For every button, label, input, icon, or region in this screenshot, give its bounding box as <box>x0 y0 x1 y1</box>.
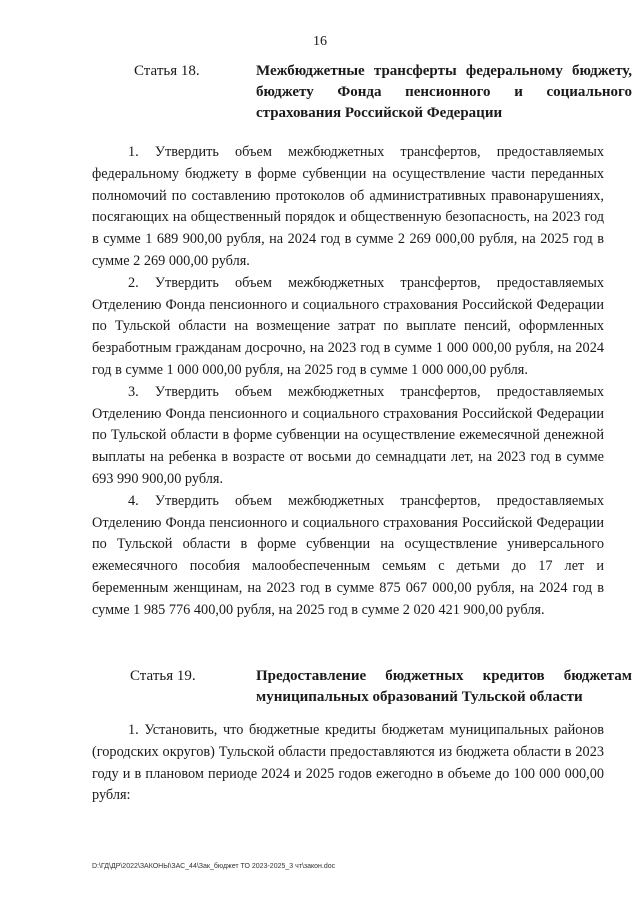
page-number: 16 <box>313 34 327 49</box>
article-18-paragraph-4: 4. Утвердить объем межбюджетных трансфертов, предоставляемых Отделению Фонда пенсионного и социального страхования Российской Федерации по Тульской области в форме субвенции на осуществление универсального ежемесячного пособия малообеспеченным семьям с детьми до 17 лет и беременным женщинам, на 2023 год в сумме 875 067 000,00 рубля, на 2024 год в сумме 1 985 776 400,00 рубля, на 2025 год в сумме 2 020 421 900,00 рубля. <box>92 492 604 618</box>
article-19-label: Статья 19. <box>130 668 196 684</box>
footer-file-path: D:\ГД\ДР\2022\ЗАКОНЫ\ЗАС_44\Зак_бюджет ТО 2023-2025_3 чт\закон.doc <box>92 863 336 870</box>
article-19-heading <box>92 666 632 708</box>
article-19-title: Предоставление бюджетных кредитов бюджетам муниципальных образований Тульской области <box>256 668 632 705</box>
article-19-paragraph-1: 1. Установить, что бюджетные кредиты бюджетам муниципальных районов (городских округов) Тульской области предоставляются из бюджета области в 2023 году и в плановом периоде 2024 и 2025 годов ежегодно в объеме до 100 000 000,00 рубля: <box>92 722 604 804</box>
article-18-paragraph-3: 3. Утвердить объем межбюджетных трансфертов, предоставляемых Отделению Фонда пенсионного и социального страхования Российской Федерации по Тульской области в форме субвенции на осуществление ежемесячной денежной выплаты на ребенка в возрасте от восьми до семнадцати лет, на 2023 год в сумме 693 990 900,00 рубля. <box>92 383 604 487</box>
article-18-paragraph-2: 2. Утвердить объем межбюджетных трансфертов, предоставляемых Отделению Фонда пенсионного и социального страхования Российской Федерации по Тульской области на возмещение затрат по выплате пенсий, оформленных безработным гражданам досрочно, на 2023 год в сумме 1 000 000,00 рубля, на 2024 год в сумме 1 000 000,00 рубля, на 2025 год в сумме 1 000 000,00 рубля. <box>92 274 604 378</box>
article-18-title: Межбюджетные трансферты федеральному бюджету, бюджету Фонда пенсионного и социального страхования Российской Федерации <box>256 63 632 121</box>
article-18-body <box>92 142 604 622</box>
article-19-body <box>92 720 604 807</box>
article-18-label: Статья 18. <box>134 63 200 79</box>
article-18-paragraph-1: 1. Утвердить объем межбюджетных трансфертов, предоставляемых федеральному бюджету в форме субвенции на осуществление части переданных полномочий по составлению протоколов об административных правонарушениях, посягающих на общественный порядок и общественную безопасность, на 2023 год в сумме 1 689 900,00 рубля, на 2024 год в сумме 2 269 000,00 рубля, на 2025 год в сумме 2 269 000,00 рубля. <box>92 144 604 269</box>
article-18-heading <box>92 61 632 124</box>
